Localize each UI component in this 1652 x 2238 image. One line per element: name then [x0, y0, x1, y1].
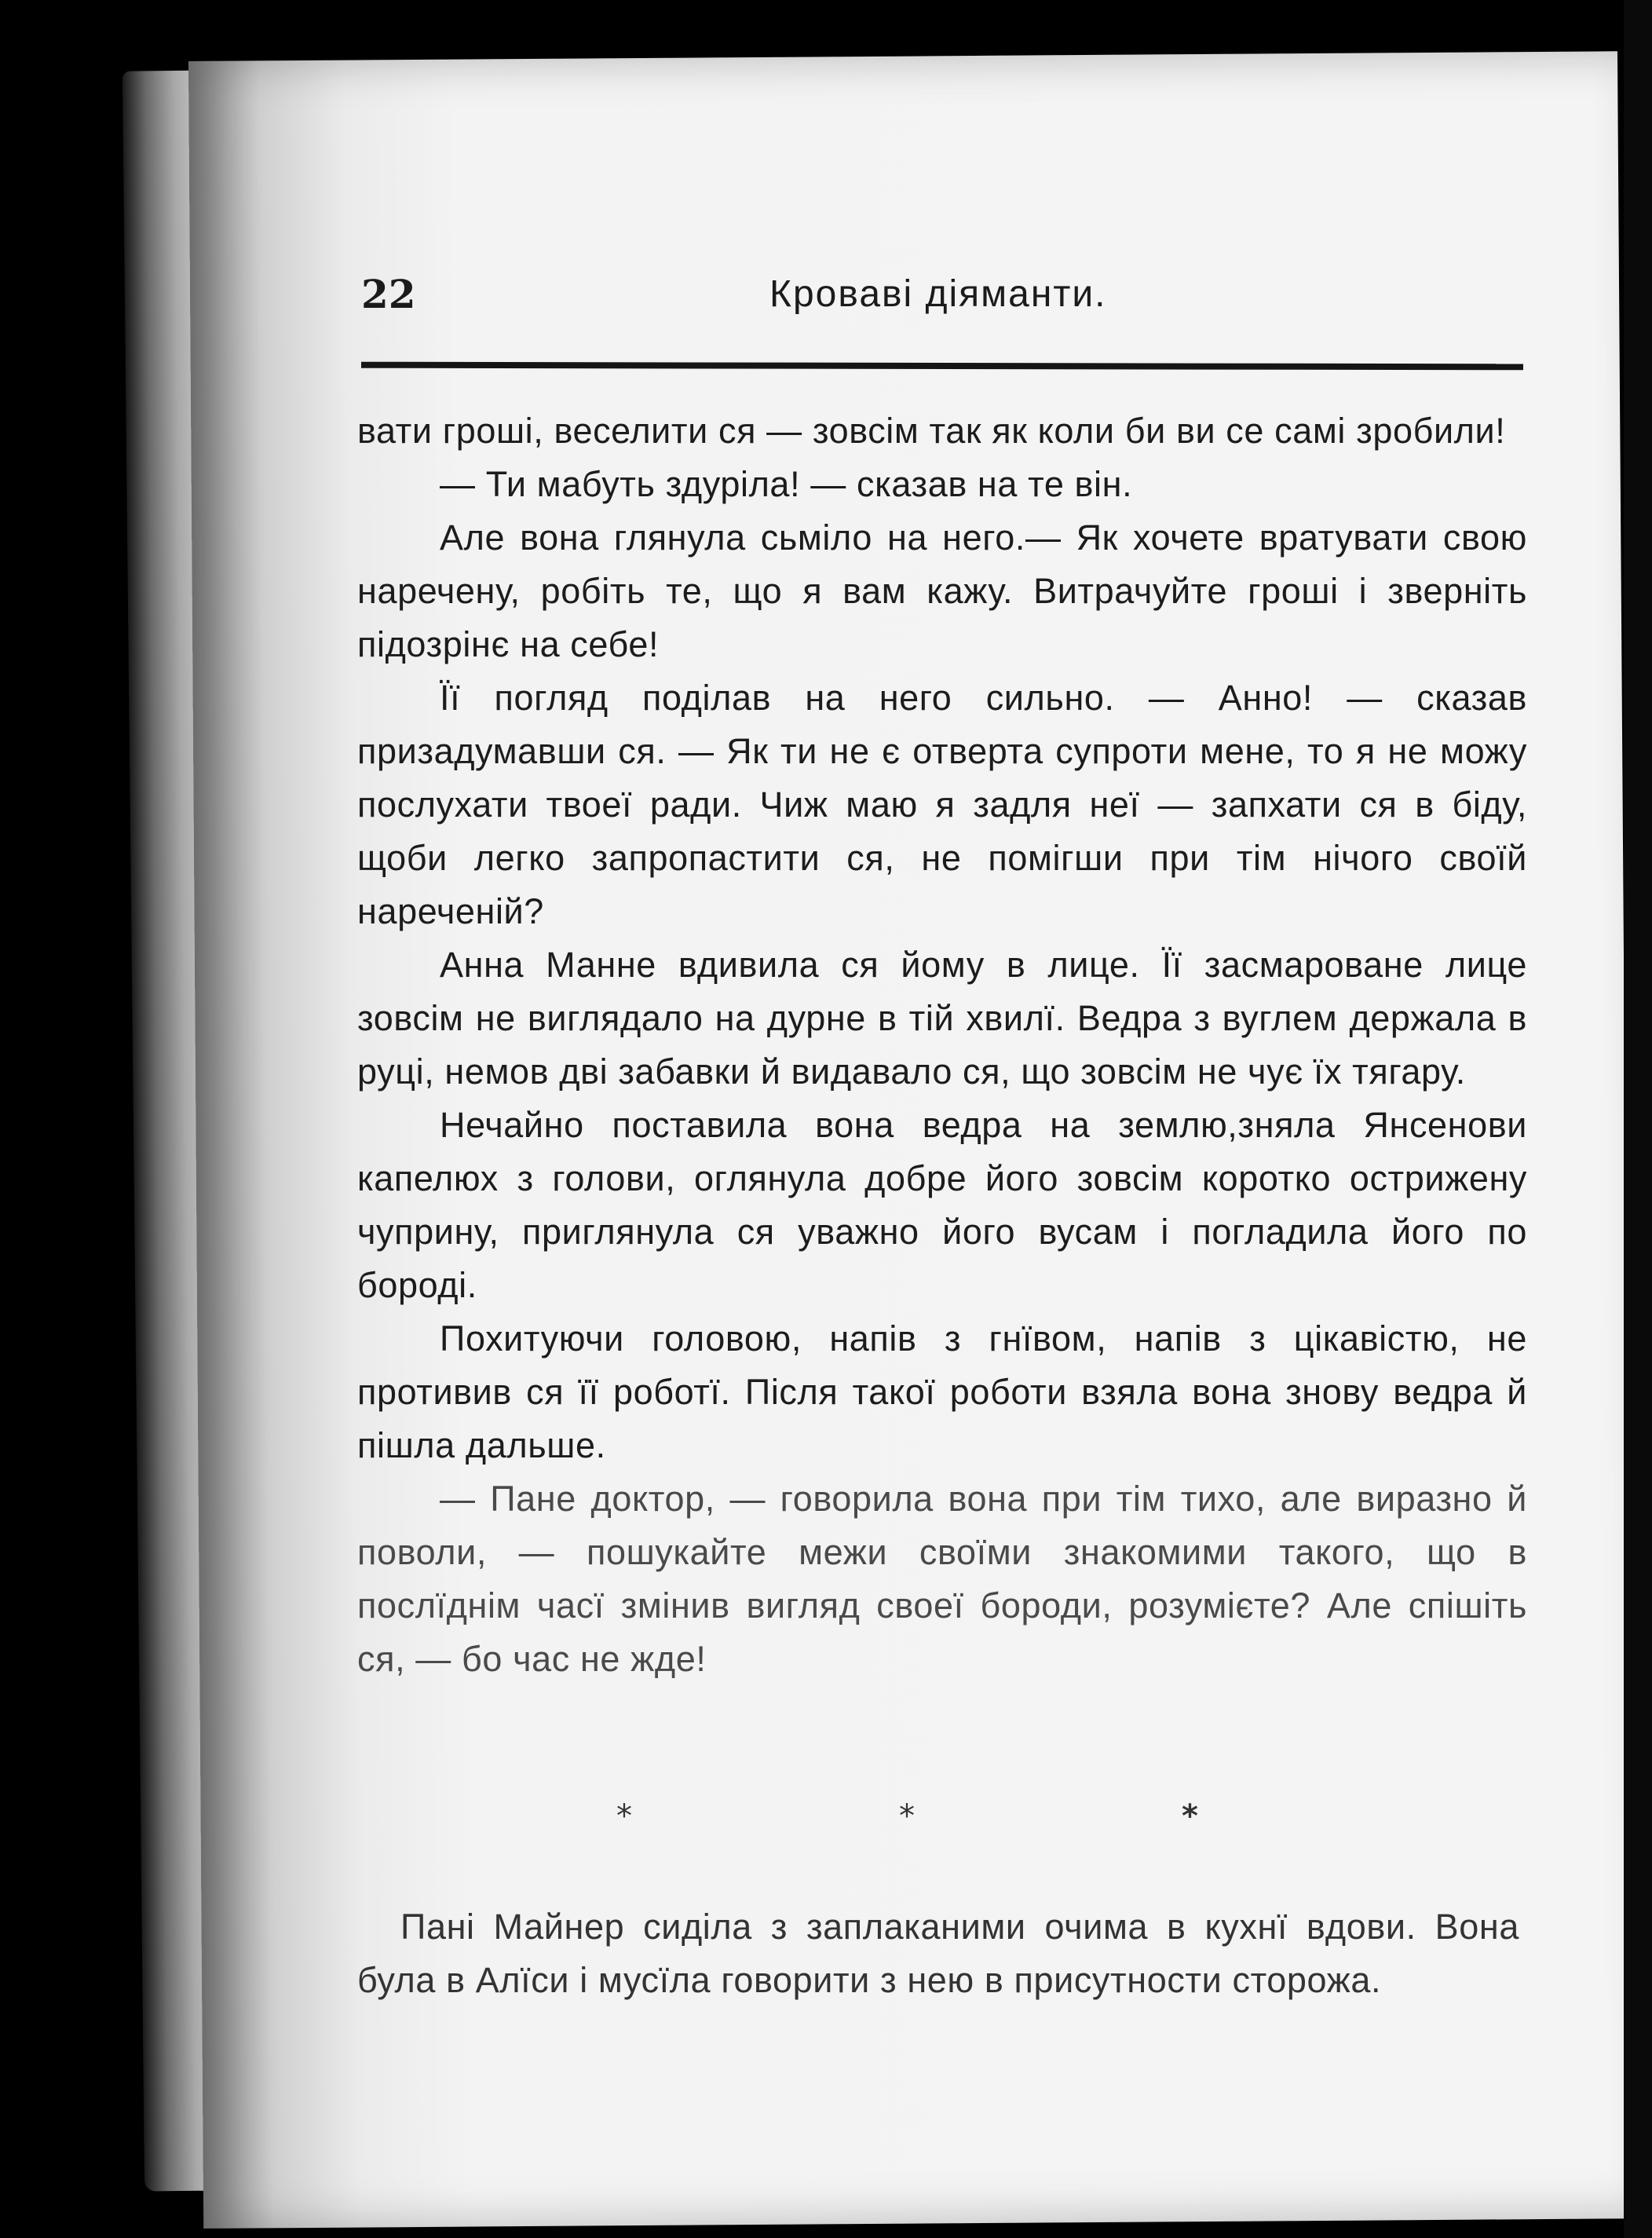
paragraph: вати гроші, веселити ся — зовсім так як коли би ви се самі зробили! [357, 411, 1506, 451]
paragraph: Її погляд поділав на него сильно. — Анно! — сказав призадумавши ся. — Як ти не є отверта супроти мене, то я не можу послухати твоеї ради. Чиж маю я задля неї — запхати ся в біду, щоби легко запропастити ся, не помігши при тім нічого своїй нареченій? [357, 678, 1527, 931]
paragraph: Але вона глянула сьміло на него.— Як хочете вратувати свою наречену, робіть те, що я вам кажу. Витрачуйте гроші і зверніть підозрінє на себе! [357, 517, 1527, 664]
paragraph: Нечайно поставила вона ведра на землю,зняла Янсенови капелюх з голови, оглянула добре його зовсім коротко острижену чуприну, приглянула ся уважно його вусам і погладила його по бороді. [357, 1105, 1527, 1305]
paragraph: Пані Майнер сиділа з заплаканими очима в кухнї вдови. Вона була в Алїси і мусїла говорити з нею в присутности сторожа. [357, 1907, 1519, 2000]
paragraph: Анна Манне вдивила ся йому в лице. Її засмароване лице зовсім не виглядало на дурне в тій хвилї. Ведра з вуглем держала в руці, немов дві забавки й видавало ся, що зовсім не чує їх тягару. [357, 945, 1527, 1092]
asterisk: * [1182, 1798, 1198, 1834]
paragraph: — Ти мабуть здуріла! — сказав на те він. [440, 464, 1133, 504]
section-text [357, 1900, 1519, 2007]
body-text [357, 404, 1527, 1686]
asterisk: * [899, 1798, 915, 1834]
running-title: Кроваві діяманти. [769, 273, 1107, 315]
section-separator [357, 1798, 1527, 1845]
page-number: 22 [361, 271, 416, 317]
paragraph: Похитуючи головою, напів з гнївом, напів з цікавістю, не противив ся її роботї. Після такої роботи взяла вона знову ведра й пішла дальше. [357, 1318, 1527, 1465]
scan-border [1624, 0, 1652, 2238]
asterisk: * [616, 1798, 632, 1834]
paragraph: — Пане доктор, — говорила вона при тім тихо, але виразно й поволи, — пошукайте межи своїми знакомими такого, що в послїднім часї змінив вигляд своеї бороди, розумієте? Але спішіть ся, — бо час не жде! [357, 1479, 1527, 1679]
page-header [361, 271, 1523, 334]
